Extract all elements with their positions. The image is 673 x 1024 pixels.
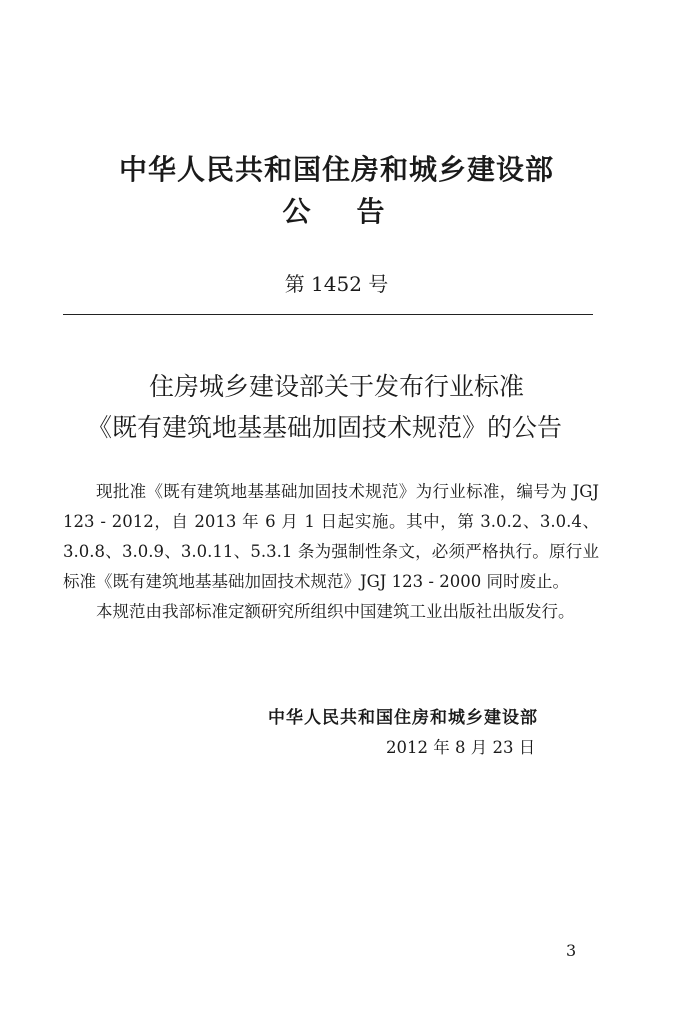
announcement-body <box>63 477 599 627</box>
announcement-heading: 公告 <box>282 195 431 228</box>
ministry-name: 中华人民共和国住房和城乡建设部 <box>118 153 554 186</box>
body-paragraph-1: 现批准《既有建筑地基基础加固技术规范》为行业标准，编号为 JGJ 123 - 2012，自 2013 年 6 月 1 日起实施。其中，第 3.0.2、3.0.4、3.0.8、3.0.9、3.0.11、5.3.1 条为强制性条文，必须严格执行。原行业标准《既有建筑地基基础加固技术规范》JGJ 123 - 2000 同时废止。 <box>63 482 599 591</box>
document-title-line2: 《既有建筑地基基础加固技术规范》的公告 <box>86 413 562 442</box>
header-divider <box>63 314 593 315</box>
issuer-signature: 中华人民共和国住房和城乡建设部 <box>268 708 538 728</box>
page-number: 3 <box>566 941 577 960</box>
body-paragraph-2: 本规范由我部标准定额研究所组织中国建筑工业出版社出版发行。 <box>96 602 575 621</box>
issue-date: 2012 年 8 月 23 日 <box>386 738 536 757</box>
announcement-number: 第 1452 号 <box>284 272 389 296</box>
document-title-line1: 住房城乡建设部关于发布行业标准 <box>148 372 524 401</box>
